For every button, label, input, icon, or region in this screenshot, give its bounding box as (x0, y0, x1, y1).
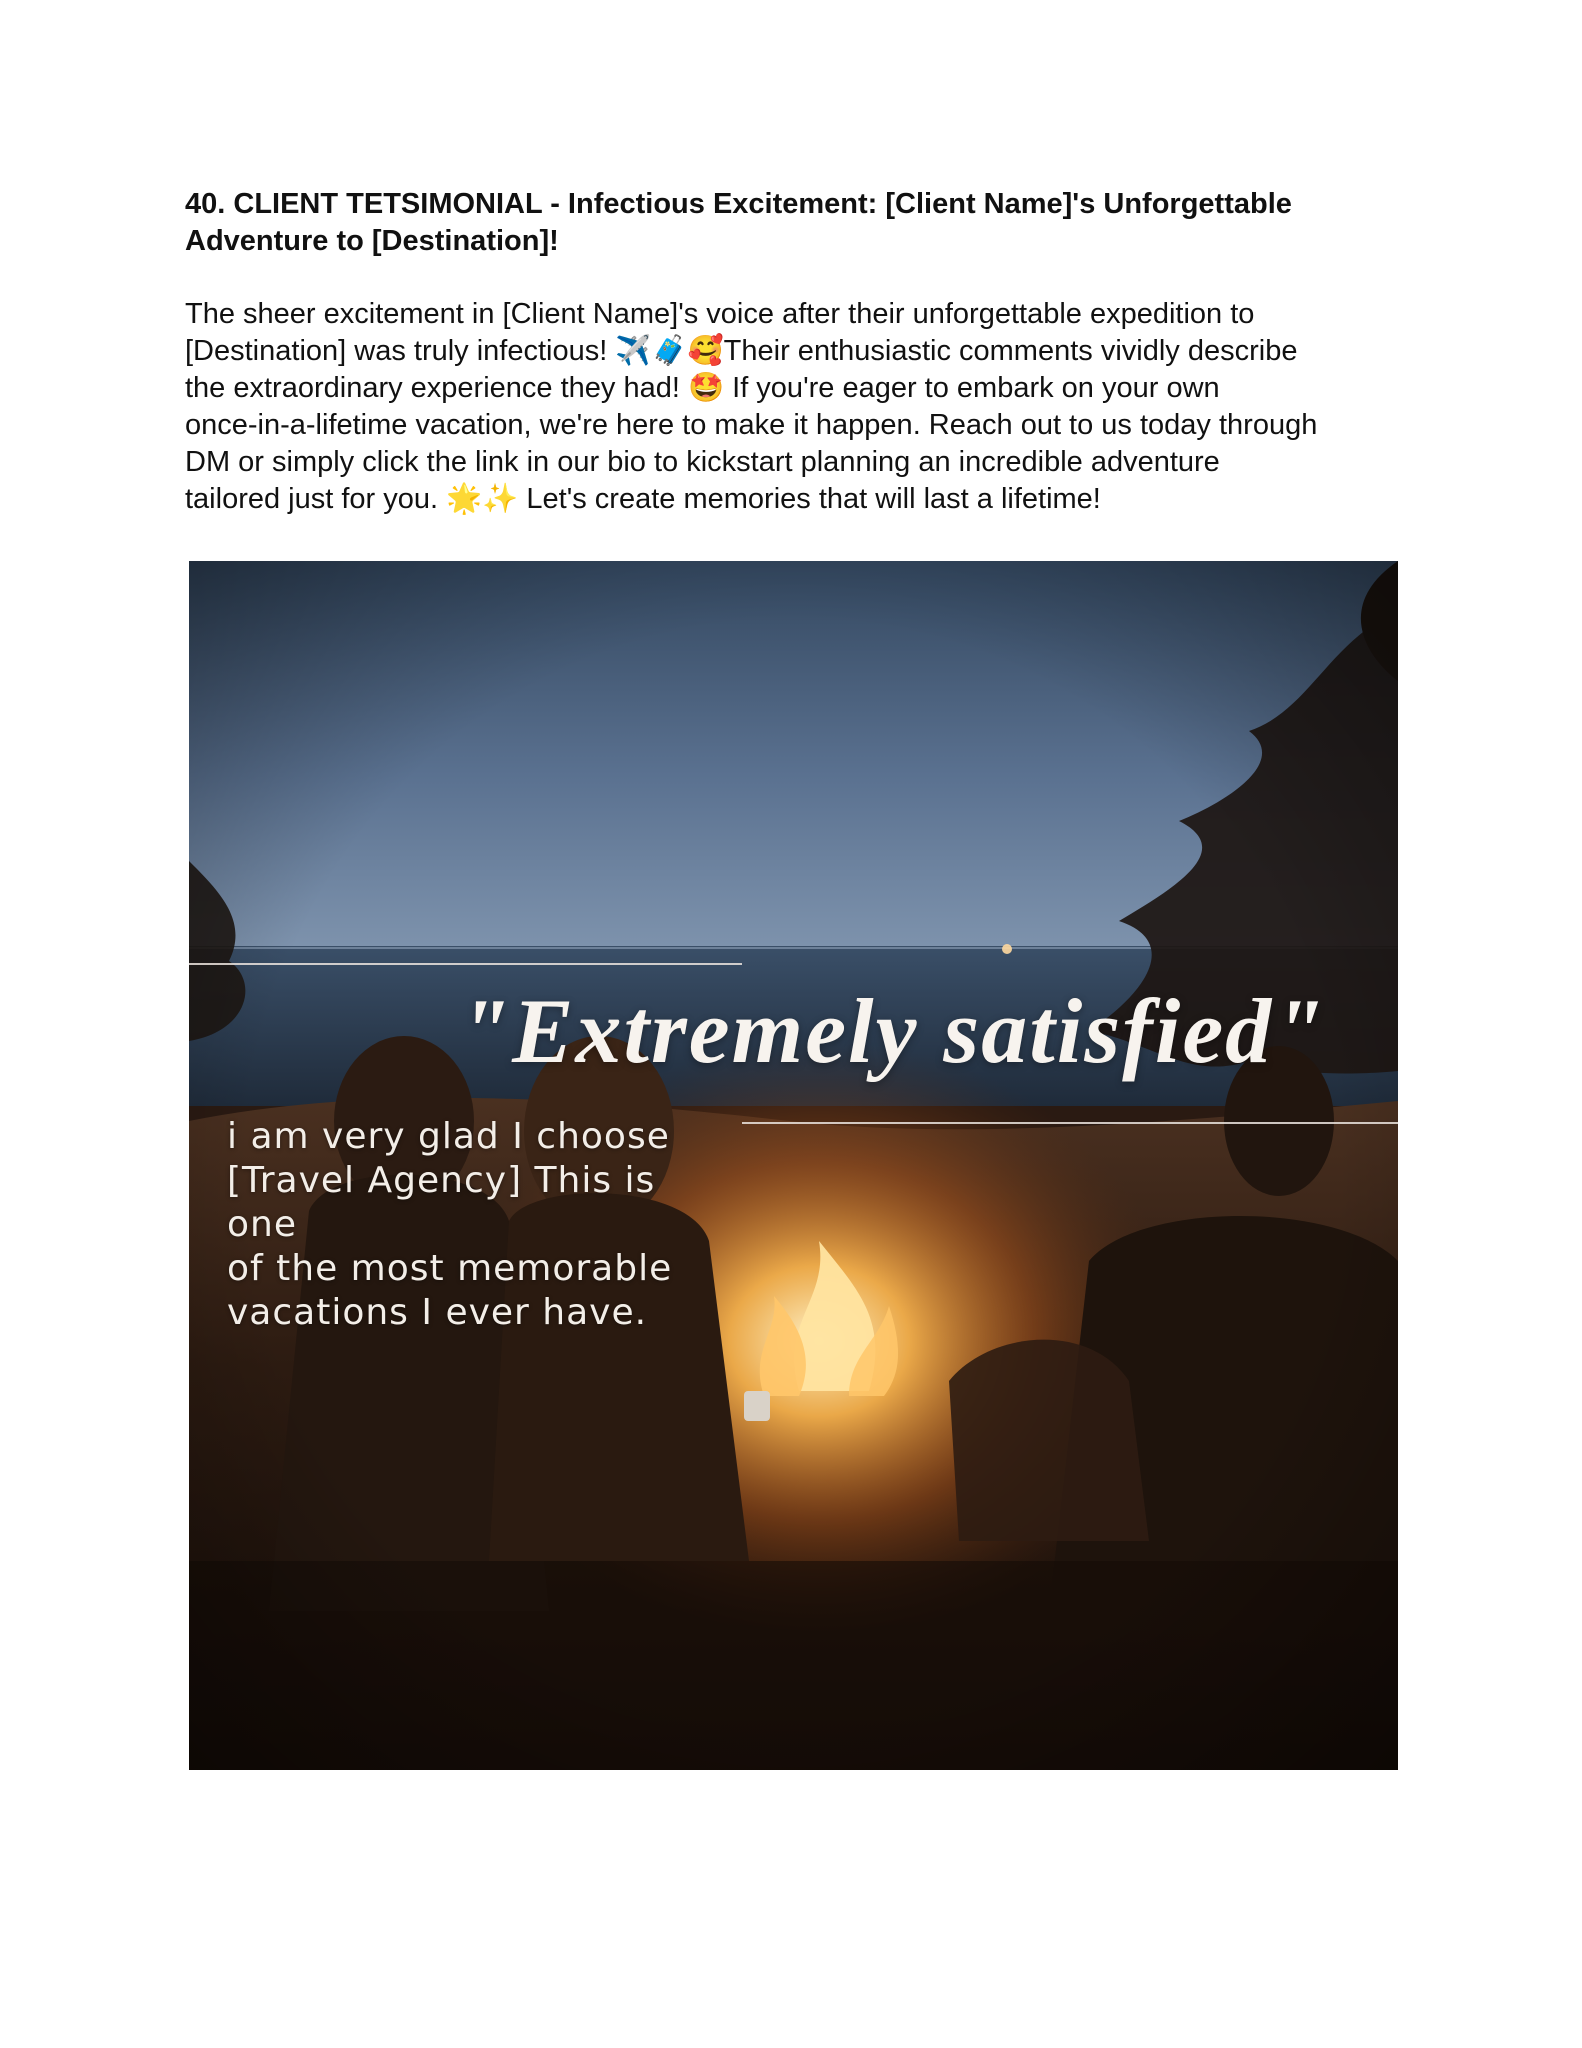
quote-title: "Extremely satisfied" (459, 980, 1327, 1082)
section-heading: 40. CLIENT TETSIMONIAL - Infectious Excitement: [Client Name]'s Unforgettable Adventure to [Destination]! (185, 188, 1292, 257)
divider-line-top (189, 963, 742, 965)
divider-line-bottom (742, 1122, 1398, 1124)
body-paragraph: The sheer excitement in [Client Name]'s voice after their unforgettable expedition to [Destination] was truly infectious! ✈️🧳🥰Their enthusiastic comments vividly describe the extraordinary experience they had! 🤩 If you're eager to embark on your own once-in-a-lifetime vacation, we're here to make it happen. Reach out to us today through DM or simply click the link in our bio to kickstart planning an incredible adventure tailored just for you. 🌟✨ Let's create memories that will last a lifetime! (185, 298, 1318, 515)
quote-body: i am very glad I choose [Travel Agency] This is one of the most memorable vacations I ever have. (227, 1116, 673, 1333)
testimonial-image (189, 561, 1398, 1770)
